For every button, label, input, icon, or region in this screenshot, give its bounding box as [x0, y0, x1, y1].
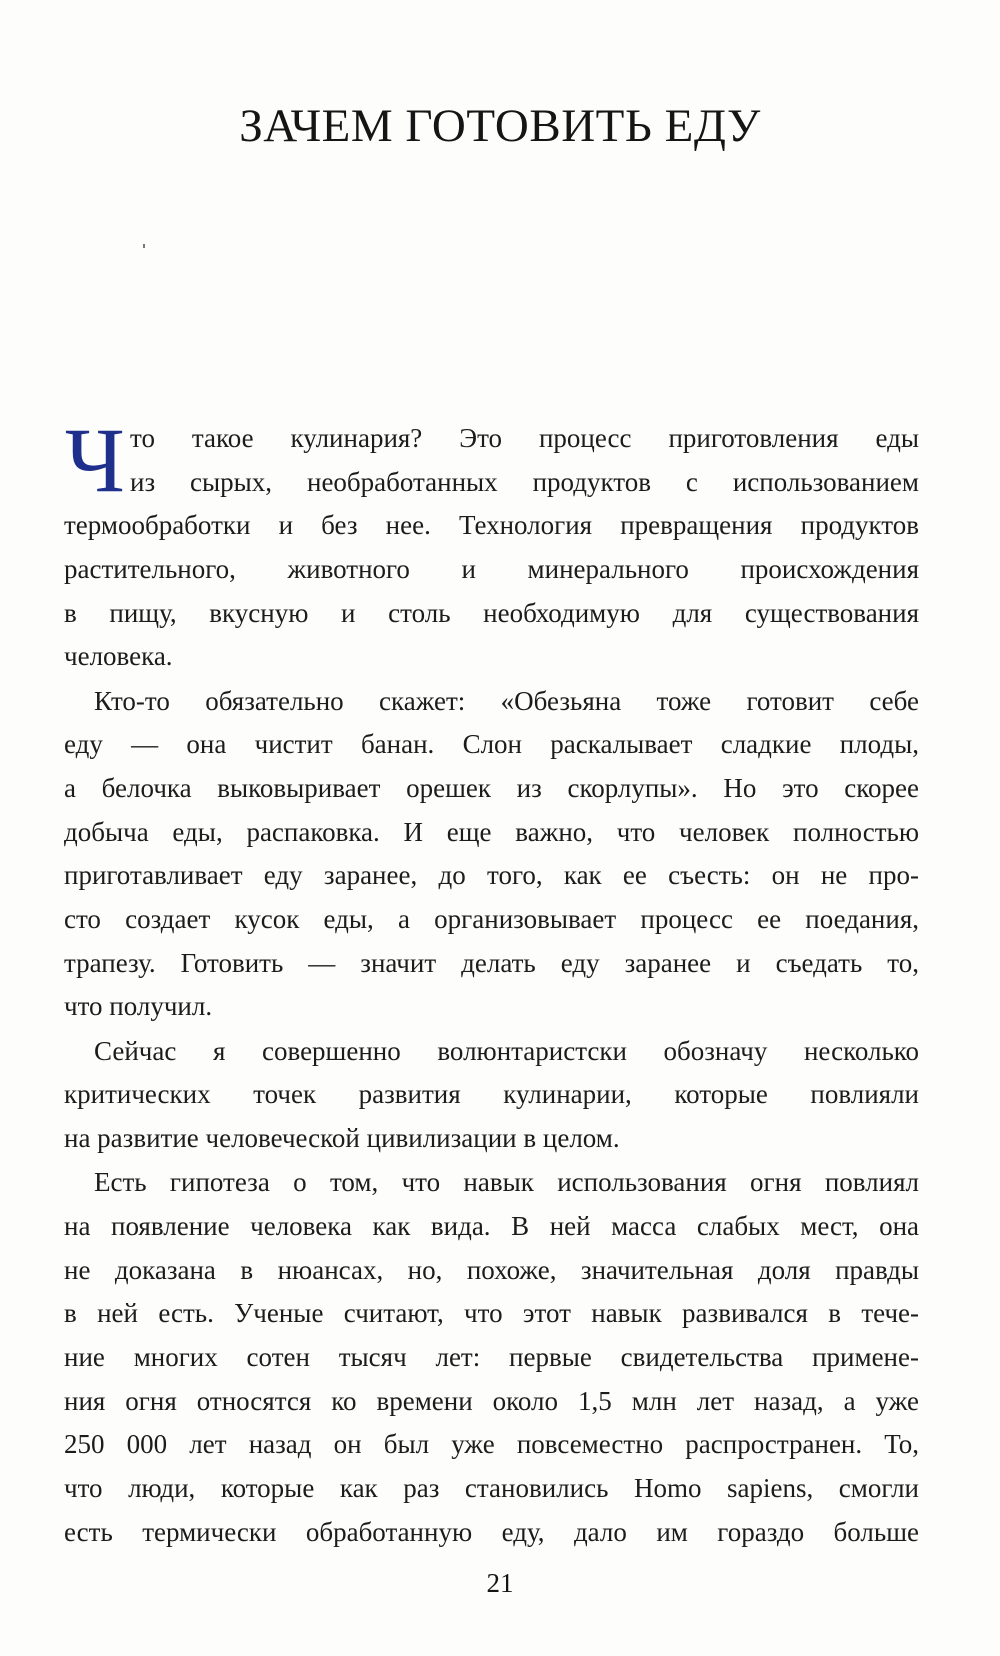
- text-line: еду — она чистит банан. Слон раскалывает сладкие плоды,: [64, 729, 919, 760]
- text-line: человека.: [64, 641, 173, 672]
- text-line: в пищу, вкусную и столь необходимую для существования: [64, 597, 919, 628]
- paragraph: [64, 1161, 919, 1554]
- paragraph: [64, 680, 919, 1030]
- text-line: не доказана в нюансах, но, похоже, значительная доля правды: [64, 1254, 919, 1285]
- text-line: ние многих сотен тысяч лет: первые свидетельства примене-: [64, 1341, 919, 1372]
- text-line: на развитие человеческой цивилизации в целом.: [64, 1123, 620, 1153]
- scan-speck: [143, 244, 145, 248]
- text-line: Есть гипотеза о том, что навык использования огня повлиял: [94, 1167, 919, 1198]
- text-line: 250 000 лет назад он был уже повсеместно распространен. То,: [64, 1429, 919, 1460]
- text-line: растительного, животного и минерального происхождения: [64, 554, 919, 585]
- drop-cap: Ч: [65, 409, 125, 511]
- text-line: на появление человека как вида. В ней масса слабых мест, она: [64, 1210, 919, 1241]
- chapter-title: ЗАЧЕМ ГОТОВИТЬ ЕДУ: [239, 100, 761, 152]
- body-text: [64, 417, 919, 1554]
- text-line: термообработки и без нее. Технология превращения продуктов: [64, 510, 919, 541]
- text-line: что получил.: [64, 991, 213, 1022]
- text-line: есть термически обработанную еду, дало им гораздо больше: [64, 1516, 919, 1547]
- text-line: что люди, которые как раз становились Homo sapiens, смогли: [64, 1473, 919, 1503]
- paragraph: [64, 417, 919, 679]
- text-line: сто создает кусок еды, а организовывает процесс ее поедания,: [64, 904, 919, 935]
- text-line: Кто-то обязательно скажет: «Обезьяна тоже готовит себе: [94, 685, 919, 716]
- text-line: из сырых, необработанных продуктов с использованием: [130, 466, 919, 497]
- text-line: в ней есть. Ученые считают, что этот навык развивался в тече-: [64, 1298, 919, 1329]
- text-line: критических точек развития кулинарии, которые повлияли: [64, 1079, 919, 1110]
- text-line: Сейчас я совершенно волюнтаристски обозначу несколько: [94, 1035, 919, 1066]
- paragraph: [64, 1030, 919, 1161]
- text-line: то такое кулинария? Это процесс приготовления еды: [130, 423, 919, 453]
- page-number: 21: [486, 1568, 514, 1598]
- text-line: трапезу. Готовить — значит делать еду заранее и съедать то,: [64, 947, 919, 978]
- text-line: ния огня относятся ко времени около 1,5 млн лет назад, а уже: [64, 1385, 919, 1416]
- text-line: приготавливает еду заранее, до того, как ее съесть: он не про-: [64, 860, 919, 891]
- text-line: а белочка выковыривает орешек из скорлупы». Но это скорее: [64, 773, 919, 803]
- text-line: добыча еды, распаковка. И еще важно, что человек полностью: [64, 816, 919, 847]
